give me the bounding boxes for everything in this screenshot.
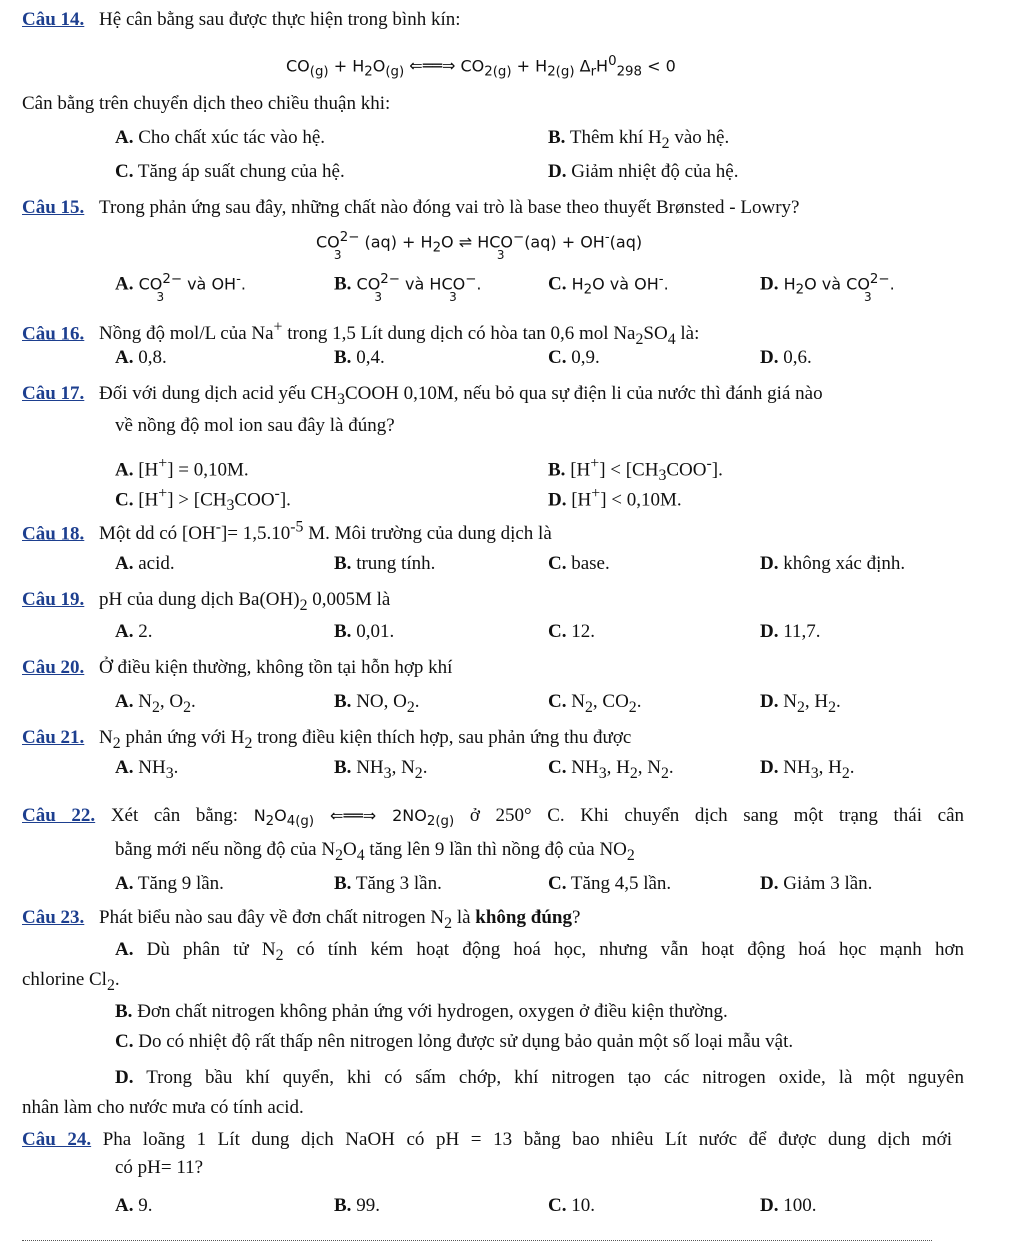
- q14-stem: Hệ cân bằng sau được thực hiện trong bình kín:: [99, 9, 461, 30]
- q18-option-c[interactable]: C. base.: [548, 553, 610, 574]
- q14-option-a[interactable]: A. Cho chất xúc tác vào hệ.: [115, 127, 325, 148]
- q17-stem-line1: Đối với dung dịch acid yếu $CH_3COOH$ 0,10M, nếu bỏ qua sự điện li của nước thì đánh giá nào: [99, 383, 823, 408]
- q14-option-b[interactable]: B. Thêm khí $H_2$ vào hệ.: [548, 127, 730, 152]
- q19: [22, 588, 390, 618]
- q21-stem: $N_2$ phản ứng với $H_2$ trong điều kiện thích hợp, sau phản ứng thu được: [99, 727, 632, 752]
- q18-label: Câu 18.: [22, 523, 85, 545]
- q17-option-b[interactable]: B. $[H^+] < [CH_3COO^-]$.: [548, 455, 723, 485]
- q24-option-a[interactable]: A. 9.: [115, 1195, 153, 1216]
- q19-option-b[interactable]: B. 0,01.: [334, 621, 395, 642]
- q17-stem-line2: về nồng độ mol ion sau đây là đúng?: [115, 415, 395, 436]
- q18: [22, 516, 552, 546]
- q24-stem-line1: Pha loãng 1 Lít dung dịch NaOH có pH = 13 bằng bao nhiêu Lít nước để được dung dịch mới: [102, 1129, 952, 1150]
- q22-option-c[interactable]: C. Tăng 4,5 lần.: [548, 873, 672, 894]
- q22-stem-line1: Xét cân bằng: $N_2O_{4(g)}$ ⇐══⇒ $2NO_{2(g)}$ ở 250° C. Khi chuyển dịch sang một trạng thái cân: [110, 805, 964, 830]
- q14-prompt: Cân bằng trên chuyển dịch theo chiều thuận khi:: [22, 93, 391, 114]
- q17-option-d[interactable]: D. [H+] < 0,10M.: [548, 485, 682, 511]
- q22-option-b[interactable]: B. Tăng 3 lần.: [334, 873, 442, 894]
- q21-label: Câu 21.: [22, 727, 85, 748]
- q15: [22, 196, 799, 220]
- q24-option-b[interactable]: B. 99.: [334, 1195, 380, 1216]
- q14: [22, 8, 461, 32]
- q16-option-d[interactable]: D. 0,6.: [760, 347, 812, 368]
- q24-option-d[interactable]: D. 100.: [760, 1195, 817, 1216]
- q15-option-d[interactable]: D. $H_2O$ và $CO^{2-}$ 3 .: [760, 272, 895, 304]
- q20: [22, 656, 452, 680]
- q22: [22, 804, 964, 834]
- q20-option-a[interactable]: A. $N_2$, $O_2$.: [115, 691, 196, 716]
- q17: [22, 382, 823, 412]
- q24: [22, 1128, 952, 1152]
- q23-stem: Phát biểu nào sau đây về đơn chất nitrogen $N_2$ là không đúng?: [99, 907, 581, 932]
- q16-stem: Nồng độ mol/L của Na+ trong 1,5 Lít dung dịch có hòa tan 0,6 mol $Na_2SO_4$ là:: [99, 319, 700, 349]
- q22-label: Câu 22.: [22, 805, 96, 826]
- q15-option-b[interactable]: B. $CO^{2-}$ 3 và HCO− 3 .: [334, 272, 482, 304]
- q23: [22, 906, 580, 936]
- q22-option-a[interactable]: A. Tăng 9 lần.: [115, 873, 224, 894]
- q23-option-d[interactable]: D. Trong bầu khí quyển, khi có sấm chớp, khí nitrogen tạo các nitrogen oxide, là một nguyên: [115, 1067, 964, 1088]
- q15-label: Câu 15.: [22, 197, 85, 218]
- q24-option-c[interactable]: C. 10.: [548, 1195, 595, 1216]
- q17-option-a[interactable]: A. [H+] = 0,10M.: [115, 455, 249, 481]
- q21: [22, 726, 631, 756]
- q23-option-c[interactable]: C. Do có nhiệt độ rất thấp nên nitrogen lỏng được sử dụng bảo quản một số loại mẫu vật.: [115, 1031, 794, 1052]
- q23-option-d-cont: nhân làm cho nước mưa có tính acid.: [22, 1097, 304, 1118]
- q16-option-b[interactable]: B. 0,4.: [334, 347, 385, 368]
- q16-label: Câu 16.: [22, 323, 85, 345]
- q22-stem-line2: bằng mới nếu nồng độ của $N_2O_4$ tăng lên 9 lần thì nồng độ của $NO_2$: [115, 839, 635, 864]
- q24-label: Câu 24.: [22, 1129, 92, 1150]
- q16-option-a[interactable]: A. 0,8.: [115, 347, 167, 368]
- q21-option-a[interactable]: A. $NH_3$.: [115, 757, 179, 782]
- q14-equation: $CO_{(g)} + H_2O_{(g)}$ ⇐══⇒ $CO_{2(g)} + H_{2(g)}$ $\Delta_rH^0_{298} < 0$: [286, 54, 676, 80]
- q20-option-c[interactable]: C. $N_2$, $CO_2$.: [548, 691, 642, 716]
- q17-option-c[interactable]: C. $[H^+] > [CH_3COO^-]$.: [115, 485, 291, 515]
- q17-label: Câu 17.: [22, 383, 85, 404]
- q18-option-d[interactable]: D. không xác định.: [760, 553, 906, 574]
- q15-equation: $CO^{2-}$ 3 $(aq) + H_2O$ ⇌ HCO− 3 (aq) + OH-(aq): [316, 230, 643, 262]
- q23-option-a-cont: chlorine $Cl_2$.: [22, 969, 120, 994]
- q19-label: Câu 19.: [22, 589, 85, 610]
- q23-label: Câu 23.: [22, 907, 85, 928]
- q16-option-c[interactable]: C. 0,9.: [548, 347, 600, 368]
- q18-stem: Một dd có $[OH^-]= 1,5.10^{-5}$ M. Môi trường của dung dịch là: [99, 519, 552, 545]
- q24-stem-line2: có pH= 11?: [115, 1157, 204, 1178]
- q14-option-d[interactable]: D. Giảm nhiệt độ của hệ.: [548, 161, 739, 182]
- q20-label: Câu 20.: [22, 657, 85, 678]
- q15-option-c[interactable]: C. $H_2O$ và OH-.: [548, 272, 669, 298]
- q21-option-d[interactable]: D. $NH_3$, $H_2$.: [760, 757, 855, 782]
- q15-option-a[interactable]: A. $CO^{2-}$ 3 và OH-.: [115, 272, 246, 304]
- q14-option-c[interactable]: C. Tăng áp suất chung của hệ.: [115, 161, 345, 182]
- q21-option-c[interactable]: C. $NH_3$, $H_2$, $N_2$.: [548, 757, 674, 782]
- q23-option-a[interactable]: A. Dù phân tử $N_2$ có tính kém hoạt động hoá học, nhưng vẫn hoạt động hoá học mạnh hơn: [115, 939, 964, 964]
- q20-option-b[interactable]: B. NO, $O_2$.: [334, 691, 420, 716]
- q15-stem: Trong phản ứng sau đây, những chất nào đóng vai trò là base theo thuyết Brønsted - Lowry?: [99, 197, 800, 218]
- q18-option-a[interactable]: A. acid.: [115, 553, 175, 574]
- q14-label: Câu 14.: [22, 9, 85, 30]
- q18-option-b[interactable]: B. trung tính.: [334, 553, 436, 574]
- q19-stem: pH của dung dịch $Ba(OH)_2$ 0,005M là: [99, 589, 391, 614]
- q19-option-a[interactable]: A. 2.: [115, 621, 153, 642]
- q21-option-b[interactable]: B. $NH_3$, $N_2$.: [334, 757, 428, 782]
- q19-option-d[interactable]: D. 11,7.: [760, 621, 821, 642]
- footer-dotted-line: [22, 1240, 932, 1241]
- q19-option-c[interactable]: C. 12.: [548, 621, 595, 642]
- q22-option-d[interactable]: D. Giảm 3 lần.: [760, 873, 873, 894]
- q20-stem: Ở điều kiện thường, không tồn tại hỗn hợp khí: [99, 657, 453, 678]
- q23-option-b[interactable]: B. Đơn chất nitrogen không phản ứng với hydrogen, oxygen ở điều kiện thường.: [115, 1001, 728, 1022]
- q20-option-d[interactable]: D. $N_2$, $H_2$.: [760, 691, 841, 716]
